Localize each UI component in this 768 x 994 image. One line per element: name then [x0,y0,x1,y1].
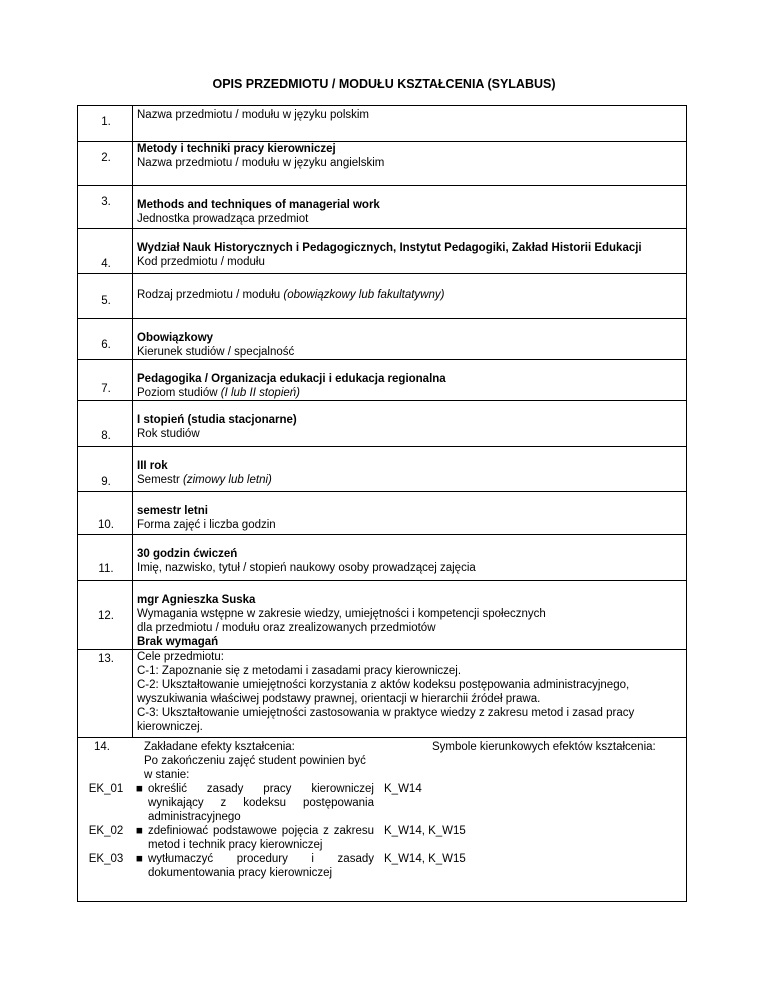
row-number: 10. [78,492,133,535]
effect-row [78,852,686,880]
effect-symbols: K_W14, K_W15 [384,825,466,837]
row-content [133,535,687,581]
row-content [133,492,687,535]
row-number: 14. [94,741,110,753]
effect-desc: ■ określić zasady pracy kierowniczej wynikający z kodeksu postępowania administracyjnego [136,783,374,823]
row-number: 13. [78,650,133,738]
row-content [133,142,687,186]
row-label: Rodzaj przedmiotu / modułu (obowiązkowy lub fakultatywny) [137,289,445,301]
row-number: 3. [78,186,133,229]
effect-code: EK_03 [88,853,124,865]
row-number: 11. [78,535,133,581]
row-number: 4. [78,229,133,274]
effect-code: EK_01 [88,783,124,795]
row-label: Jednostka prowadząca przedmiot [137,213,309,225]
goal-item: C-3: Ukształtowanie umiejętności zastosowania w praktyce wiedzy z zakresu metod i zasad pracy kierowniczej. [137,707,635,733]
table-row [78,401,687,447]
table-row [78,650,687,738]
row-content [133,229,687,274]
table-row [78,186,687,229]
row-value: Methods and techniques of managerial work [137,199,380,211]
row-content [133,447,687,492]
row-label: Imię, nazwisko, tytuł / stopień naukowy osoby prowadzącej zajęcia [137,562,476,574]
table-row [78,535,687,581]
row-label: Nazwa przedmiotu / modułu w języku polskim [137,109,370,121]
table-row [78,274,687,319]
row-label: Nazwa przedmiotu / modułu w języku angielskim [137,157,385,169]
row-content [133,106,687,142]
row-number: 5. [78,274,133,319]
row-label: Kod przedmiotu / modułu [137,256,265,268]
row-label: Zakładane efekty kształcenia: [144,741,295,753]
row-number: 12. [78,581,133,650]
table-row [78,738,687,902]
table-row [78,360,687,401]
effect-desc: ■ wytłumaczyć procedury i zasady dokumentowania pracy kierowniczej [136,853,374,879]
row-value: Metody i techniki pracy kierowniczej [137,143,336,155]
goal-item: C-1: Zapoznanie się z metodami i zasadami pracy kierowniczej. [137,665,462,677]
row-number: 8. [78,401,133,447]
symbols-header: Symbole kierunkowych efektów kształcenia: [432,741,656,753]
row-label: Rok studiów [137,428,200,440]
effect-row [78,782,686,824]
row-label: Poziom studiów (I lub II stopień) [137,387,301,399]
row-value: mgr Agnieszka Suska [137,594,256,606]
row-label: Wymagania wstępne w zakresie wiedzy, umiejętności i kompetencji społecznych [137,608,546,620]
row-value: 30 godzin ćwiczeń [137,548,238,560]
row-value: Obowiązkowy [137,332,214,344]
effect-symbols: K_W14, K_W15 [384,853,466,865]
effects-cell [78,738,687,902]
effect-code: EK_02 [88,825,124,837]
row-content [133,319,687,360]
row-label: Cele przedmiotu: [137,651,224,663]
syllabus-table [77,105,687,902]
row-content [133,360,687,401]
effects-header [78,738,686,754]
row-value: Brak wymagań [137,636,219,648]
row-content [133,650,687,738]
table-row [78,447,687,492]
row-number: 6. [78,319,133,360]
goal-item: C-2: Ukształtowanie umiejętności korzystania z aktów kodeksu postępowania administracyjnego, wyszukiwania właściwej podstawy prawnej, orientacji w hierarchii źródeł prawa. [137,679,630,705]
row-label: Forma zajęć i liczba godzin [137,519,276,531]
table-row [78,492,687,535]
row-value: Pedagogika / Organizacja edukacji i edukacja regionalna [137,373,446,385]
effect-desc: ■ zdefiniować podstawowe pojęcia z zakresu metod i technik pracy kierowniczej [136,825,374,851]
row-content [133,401,687,447]
table-row [78,106,687,142]
row-number: 7. [78,360,133,401]
bullet-icon: ■ [136,783,143,795]
page-title: OPIS PRZEDMIOTU / MODUŁU KSZTAŁCENIA (SYLABUS) [212,77,556,91]
row-content [133,581,687,650]
row-value: Wydział Nauk Historycznych i Pedagogicznych, Instytut Pedagogiki, Zakład Historii Edukacji [137,242,642,254]
row-content [133,186,687,229]
table-row [78,142,687,186]
table-row [78,581,687,650]
bullet-icon: ■ [136,853,143,865]
table-row [78,229,687,274]
row-value: III rok [137,460,168,472]
row-content [133,274,687,319]
row-number: 1. [78,106,133,142]
row-number: 2. [78,142,133,186]
effects-intro: Po zakończeniu zajęć student powinien być w stanie: [144,755,366,781]
row-number: 9. [78,447,133,492]
effect-row [78,824,686,852]
row-value: I stopień (studia stacjonarne) [137,414,297,426]
row-label: dla przedmiotu / modułu oraz zrealizowanych przedmiotów [137,622,436,634]
effect-symbols: K_W14 [384,783,422,795]
row-label: Kierunek studiów / specjalność [137,346,295,358]
row-value: semestr letni [137,505,208,517]
bullet-icon: ■ [136,825,143,837]
row-label: Semestr (zimowy lub letni) [137,474,272,486]
table-row [78,319,687,360]
